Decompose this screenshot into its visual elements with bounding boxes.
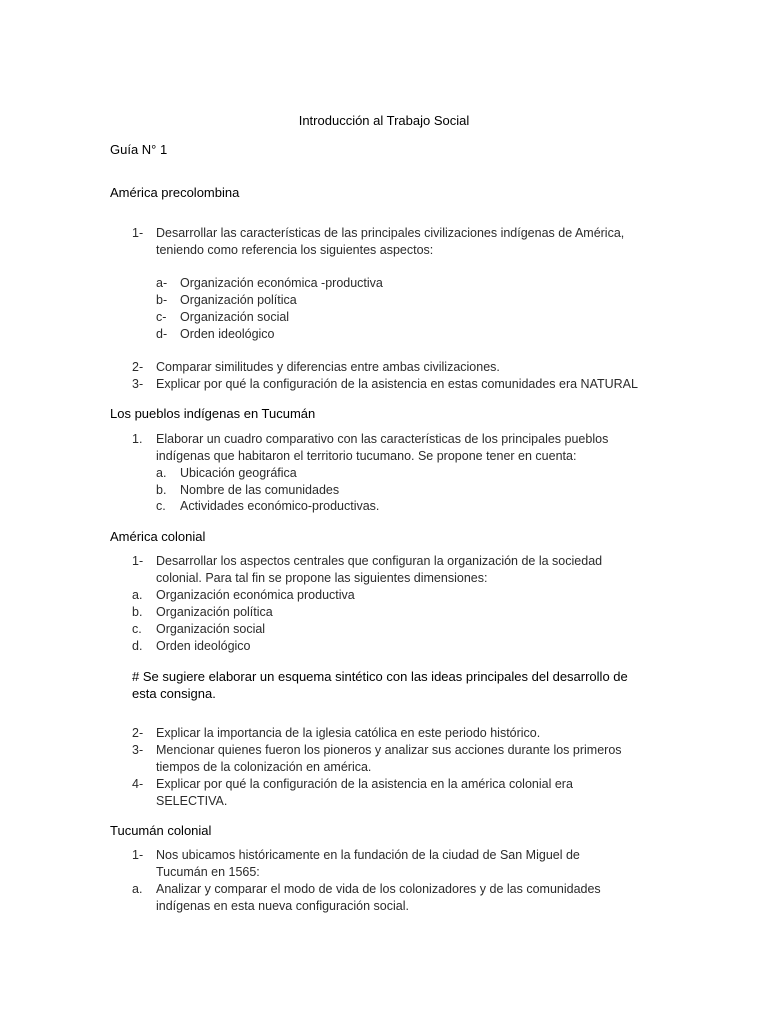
subitem-text: Analizar y comparar el modo de vida de los colonizadores y de las comunidades — [156, 882, 601, 896]
item-text: Explicar por qué la configuración de la asistencia en la américa colonial era — [156, 777, 573, 791]
item-text-continued: SELECTIVA. — [156, 794, 228, 808]
item-text-continued: Tucumán en 1565: — [156, 865, 260, 879]
item-text-continued: teniendo como referencia los siguientes aspectos: — [156, 243, 434, 257]
subitem-letter: a. — [132, 588, 143, 602]
subitem-letter: d. — [132, 639, 143, 653]
subitem-letter: b. — [156, 483, 167, 497]
document-title: Introducción al Trabajo Social — [298, 113, 470, 128]
item-text-continued: tiempos de la colonización en américa. — [156, 760, 372, 774]
subitem-text: Nombre de las comunidades — [180, 483, 340, 497]
note-text-continued: esta consigna. — [132, 686, 216, 701]
subitem-text: Orden ideológico — [180, 327, 275, 341]
subitem-letter: a. — [156, 466, 167, 480]
subitem-letter: c. — [156, 499, 166, 513]
section-heading-tucuman-colonial: Tucumán colonial — [110, 823, 212, 838]
subitem-letter: a- — [156, 276, 168, 290]
item-text: Explicar por qué la configuración de la asistencia en estas comunidades era NATURAL — [156, 377, 638, 391]
subitem-text: Orden ideológico — [156, 639, 251, 653]
item-text: Comparar similitudes y diferencias entre ambas civilizaciones. — [156, 360, 500, 374]
subitem-text: Organización política — [180, 293, 297, 307]
item-text-continued: indígenas que habitaron el territorio tucumano. Se propone tener en cuenta: — [156, 449, 577, 463]
section-heading-pueblos-indigenas: Los pueblos indígenas en Tucumán — [110, 406, 316, 421]
item-number: 2- — [132, 726, 144, 740]
subitem-text: Ubicación geográfica — [180, 466, 297, 480]
subitem-letter: c. — [132, 622, 142, 636]
subitem-text: Organización social — [156, 622, 266, 636]
item-number: 1- — [132, 848, 144, 862]
subitem-text: Organización económica -productiva — [180, 276, 383, 290]
section-heading-america-colonial: América colonial — [110, 529, 206, 544]
subitem-text: Organización social — [180, 310, 290, 324]
item-text: Desarrollar las características de las principales civilizaciones indígenas de América, — [156, 226, 625, 240]
item-text-continued: colonial. Para tal fin se propone las siguientes dimensiones: — [156, 571, 488, 585]
item-text: Mencionar quienes fueron los pioneros y analizar sus acciones durante los primeros — [156, 743, 622, 757]
section-heading-america-precolombina: América precolombina — [110, 185, 240, 200]
subitem-letter: b- — [156, 293, 168, 307]
subitem-text: Organización económica productiva — [156, 588, 355, 602]
subitem-text: Actividades económico-productivas. — [180, 499, 380, 513]
subitem-letter: a. — [132, 882, 143, 896]
item-text: Desarrollar los aspectos centrales que configuran la organización de la sociedad — [156, 554, 603, 568]
item-number: 1- — [132, 554, 144, 568]
subitem-text: Organización política — [156, 605, 273, 619]
item-text: Explicar la importancia de la iglesia católica en este periodo histórico. — [156, 726, 541, 740]
note-text: # Se sugiere elaborar un esquema sintético con las ideas principales del desarrollo de — [132, 669, 628, 684]
item-number: 4- — [132, 777, 144, 791]
item-number: 3- — [132, 743, 144, 757]
item-number: 1- — [132, 226, 144, 240]
item-number: 2- — [132, 360, 144, 374]
item-number: 1. — [132, 432, 143, 446]
subitem-letter: b. — [132, 605, 143, 619]
item-number: 3- — [132, 377, 144, 391]
guide-number: Guía N° 1 — [110, 142, 168, 157]
subitem-text-continued: indígenas en esta nueva configuración social. — [156, 899, 409, 913]
item-text: Elaborar un cuadro comparativo con las características de los principales pueblos — [156, 432, 609, 446]
item-text: Nos ubicamos históricamente en la fundación de la ciudad de San Miguel de — [156, 848, 580, 862]
subitem-letter: c- — [156, 310, 167, 324]
subitem-letter: d- — [156, 327, 168, 341]
